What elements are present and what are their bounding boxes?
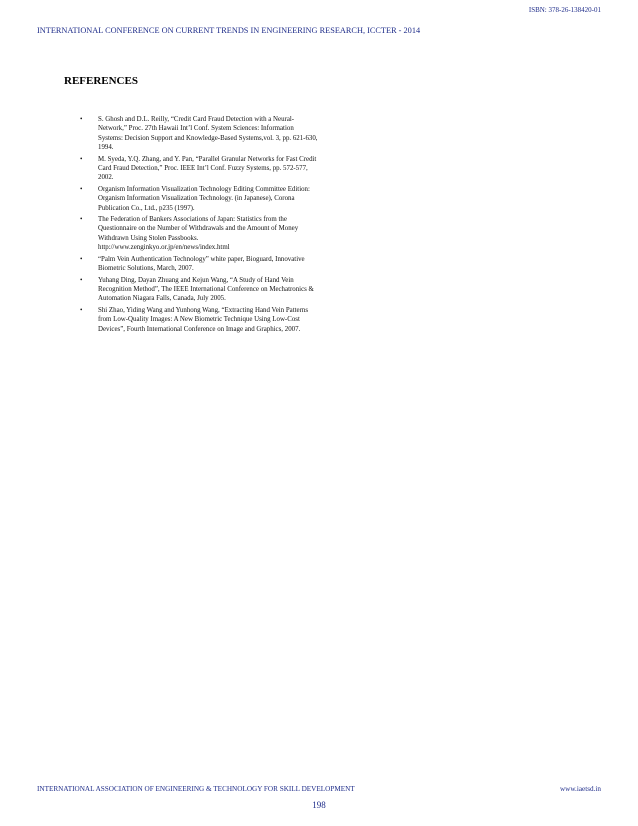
- reference-text: Shi Zhao, Yiding Wang and Yunhong Wang, “Extracting Hand Vein Patterns from Low-Quality Images: A New Biometric Technique Using Low-Cost Devices”, Fourth International Conference on Image and Graphics, 2007.: [98, 306, 309, 333]
- reference-text: M. Syeda, Y.Q. Zhang, and Y. Pan, “Parallel Granular Networks for Fast Credit Card Fraud Detection,” Proc. IEEE Int’l Conf. Fuzzy Systems, pp. 572-577, 2002.: [98, 155, 317, 182]
- bullet-icon: •: [80, 255, 83, 263]
- bullet-icon: •: [80, 155, 83, 163]
- bullet-icon: •: [80, 116, 83, 123]
- references-heading: REFERENCES: [64, 75, 138, 87]
- reference-text: Yuhang Ding, Dayan Zhuang and Kejun Wang, “A Study of Hand Vein Recognition Method”, The IEEE International Conference on Mechatronics & Automation Niagara Falls, Canada, July 2005.: [98, 276, 314, 303]
- page-number: 198: [312, 800, 326, 810]
- reference-item: [80, 255, 320, 274]
- reference-item: [80, 215, 320, 253]
- bullet-icon: •: [80, 276, 83, 284]
- reference-item: [80, 155, 320, 183]
- bullet-icon: •: [80, 216, 83, 224]
- bullet-icon: •: [80, 185, 83, 193]
- reference-text: S. Ghosh and D.L. Reilly, “Credit Card Fraud Detection with a Neural-Network,” Proc. 27th Hawaii Int’l Conf. System Sciences: Information Systems: Decision Support and Knowledge-Based Systems,vol. 3, pp. 621-630, 1994.: [98, 116, 318, 152]
- reference-item: [80, 276, 320, 304]
- isbn-label: ISBN: 378-26-138420-01: [528, 6, 601, 14]
- footer-organization: INTERNATIONAL ASSOCIATION OF ENGINEERING & TECHNOLOGY FOR SKILL DEVELOPMENT: [37, 785, 355, 793]
- bullet-icon: •: [80, 306, 83, 314]
- reference-text: “Palm Vein Authentication Technology” white paper, Bioguard, Innovative Biometric Solutions, March, 2007.: [98, 255, 305, 273]
- conference-header: INTERNATIONAL CONFERENCE ON CURRENT TRENDS IN ENGINEERING RESEARCH, ICCTER - 2014: [37, 26, 421, 35]
- reference-text: Organism Information Visualization Technology Editing Committee Edition: Organism Information Visualization Technology. (in Japanese), Corona Publication Co., Ltd., p235 (1997).: [98, 185, 310, 212]
- reference-list: [80, 115, 320, 336]
- reference-item: [80, 115, 320, 153]
- reference-text: The Federation of Bankers Associations of Japan: Statistics from the Questionnaire on the Number of Withdrawals and the Amount of Money Withdrawn Using Stolen Passbooks. http://www.zenginkyo.or.jp/en/news/index.html: [98, 216, 299, 252]
- reference-item: [80, 185, 320, 213]
- footer-website-link[interactable]: www.iaetsd.in: [559, 785, 601, 793]
- reference-item: [80, 306, 320, 334]
